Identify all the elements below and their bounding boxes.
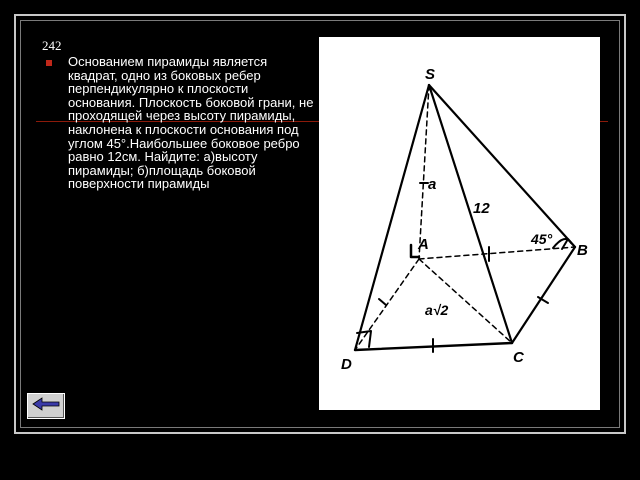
slide-number: 242 [42, 38, 62, 53]
vertex-label-D: D [341, 356, 352, 373]
edge-SD [355, 85, 429, 350]
edge-SA-hidden [419, 85, 429, 259]
edge-AD-hidden [355, 259, 419, 350]
edge-AB-hidden [419, 247, 575, 259]
vertex-label-B: B [577, 242, 588, 259]
problem-text: Основанием пирамиды является квадрат, одно из боковых ребер перпендикулярно к плоскости основания. Плоскость боковой грани, не проходящей через высоту пирамиды, наклонена к плоскости основания под углом 45°.Наибольшее боковое ребро равно 12см. Найдите: а)высоту пирамиды; б)площадь боковой поверхности пирамиды [68, 54, 314, 192]
pyramid-drawing [319, 37, 600, 410]
diag-label: a√2 [425, 302, 449, 318]
left-arrow-icon [31, 396, 61, 417]
edge-CB [512, 247, 575, 343]
vertex-label-C: C [513, 349, 524, 366]
angle-label: 45° [531, 231, 553, 247]
back-button[interactable] [27, 393, 65, 419]
vertex-label-S: S [425, 66, 436, 83]
bullet-marker [46, 60, 52, 66]
vertex-label-A: A [418, 236, 429, 253]
edge-SB [429, 85, 575, 247]
edge-label-12: 12 [473, 200, 490, 217]
angle-arc-45 [553, 239, 571, 248]
pyramid-figure [319, 37, 600, 410]
tick-AD [379, 299, 386, 305]
height-label: a [428, 176, 437, 193]
